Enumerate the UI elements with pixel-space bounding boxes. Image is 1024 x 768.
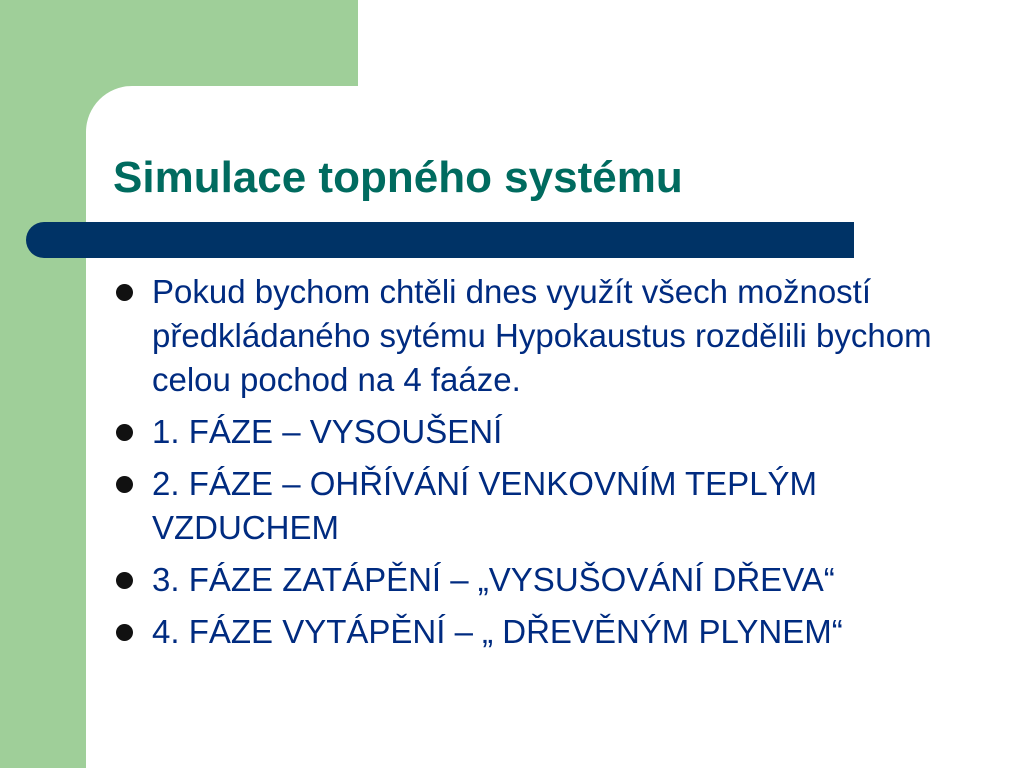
bullet-text: 4. FÁZE VYTÁPĚNÍ – „ DŘEVĚNÝM PLYNEM“ <box>152 613 843 650</box>
bullet-item-phase-3 <box>114 558 994 602</box>
bullet-item-intro <box>114 270 994 402</box>
bullet-list <box>114 270 994 662</box>
bullet-item-phase-4 <box>114 610 994 654</box>
bullet-text: 3. FÁZE ZATÁPĚNÍ – „VYSUŠOVÁNÍ DŘEVA“ <box>152 561 835 598</box>
bullet-item-phase-1 <box>114 410 994 454</box>
bullet-item-phase-2 <box>114 462 994 550</box>
title-underline-bar <box>26 222 854 258</box>
bullet-dot-icon <box>116 284 133 301</box>
bullet-dot-icon <box>116 424 133 441</box>
bullet-text: 1. FÁZE – VYSOUŠENÍ <box>152 413 503 450</box>
bullet-dot-icon <box>116 572 133 589</box>
bullet-text: 2. FÁZE – OHŘÍVÁNÍ VENKOVNÍM TEPLÝM VZDUCHEM <box>152 465 818 546</box>
bullet-dot-icon <box>116 476 133 493</box>
bullet-dot-icon <box>116 624 133 641</box>
bullet-text: Pokud bychom chtěli dnes využít všech možností předkládaného sytému Hypokaustus rozdělili bychom celou pochod na 4 faáze. <box>152 273 932 398</box>
slide-title: Simulace topného systému <box>113 153 683 202</box>
